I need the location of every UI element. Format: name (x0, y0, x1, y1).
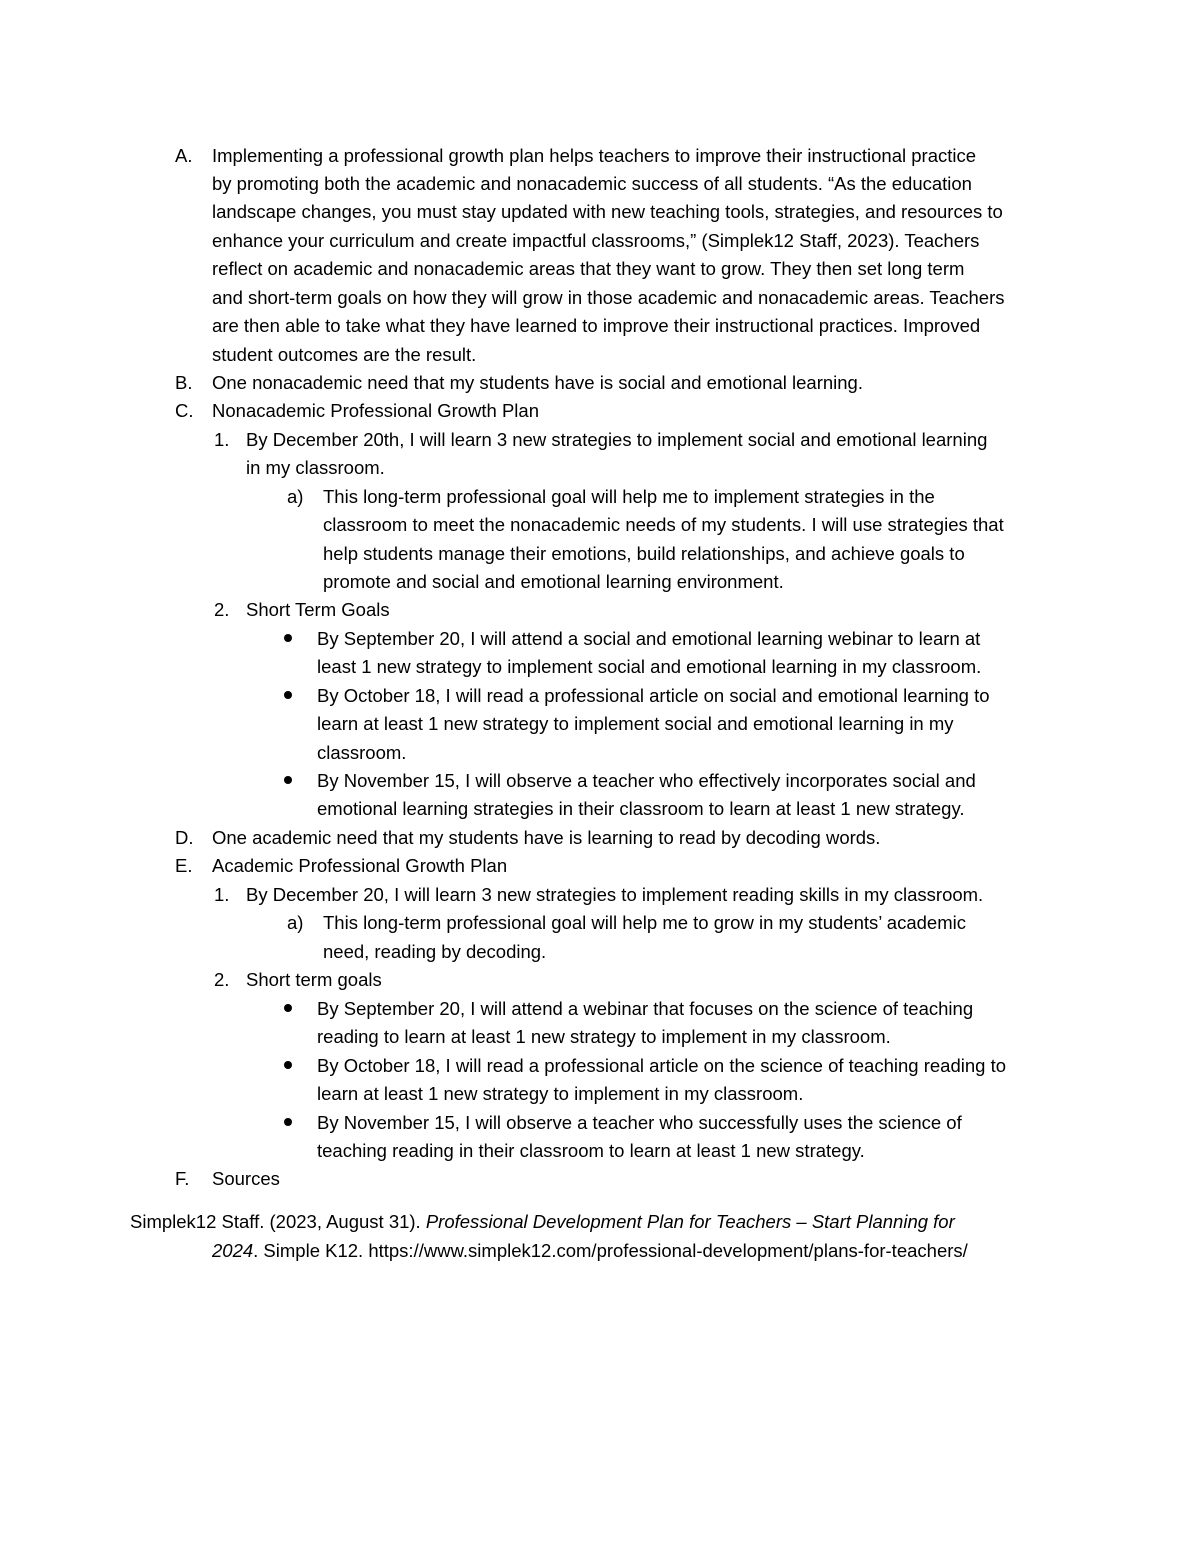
section-e-bullet3-line-1: By November 15, I will observe a teacher who successfully uses the science of (317, 1112, 962, 1133)
bullet-icon (284, 691, 292, 699)
bullet-icon (284, 634, 292, 642)
section-e-bullet1-line-2: reading to learn at least 1 new strategy to implement in my classroom. (317, 1026, 891, 1047)
section-c-item2-marker: 2. (214, 599, 230, 620)
section-c-item1-sub-line-4: promote and social and emotional learning environment. (323, 571, 784, 592)
reference-author-date: Simplek12 Staff. (2023, August 31). (130, 1211, 426, 1232)
section-b-text: One nonacademic need that my students have is social and emotional learning. (212, 372, 863, 393)
section-e-item1-sub-marker: a) (287, 912, 304, 933)
section-a-line-3: landscape changes, you must stay updated with new teaching tools, strategies, and resources to (212, 201, 1003, 222)
section-a-line-1: Implementing a professional growth plan helps teachers to improve their instructional practice (212, 145, 977, 166)
section-e-bullet2-line-1: By October 18, I will read a professional article on the science of teaching reading to (317, 1055, 1006, 1076)
section-e-item1-sub-line-2: need, reading by decoding. (323, 941, 547, 962)
section-c-bullet2-line-1: By October 18, I will read a professional article on social and emotional learning to (317, 685, 990, 706)
section-a-line-7: are then able to take what they have learned to improve their instructional practices. Improved (212, 315, 981, 336)
section-f-marker: F. (175, 1168, 190, 1189)
section-e-item1-sub-line-1: This long-term professional goal will help me to grow in my students’ academic (323, 912, 966, 933)
section-c-marker: C. (175, 400, 194, 421)
reference-title-part-1: Professional Development Plan for Teachers – Start Planning for (425, 1211, 955, 1232)
section-a-line-8: student outcomes are the result. (212, 344, 477, 365)
reference-line-1 (130, 1208, 955, 1236)
section-c-bullet3-line-1: By November 15, I will observe a teacher who effectively incorporates social and (317, 770, 976, 791)
bullet-icon (284, 1118, 292, 1126)
section-c-item1-line-1: By December 20th, I will learn 3 new strategies to implement social and emotional learning (246, 429, 988, 450)
section-c-item1-sub-line-3: help students manage their emotions, build relationships, and achieve goals to (323, 543, 965, 564)
section-c-item1-sub-line-1: This long-term professional goal will help me to implement strategies in the (323, 486, 935, 507)
section-e-item2-marker: 2. (214, 969, 230, 990)
section-f-title: Sources (212, 1168, 280, 1189)
section-a-line-2: by promoting both the academic and nonacademic success of all students. “As the education (212, 173, 972, 194)
section-c-bullet1-line-1: By September 20, I will attend a social and emotional learning webinar to learn at (317, 628, 981, 649)
section-e-bullet2-line-2: learn at least 1 new strategy to implement in my classroom. (317, 1083, 804, 1104)
section-c-item1-sub-line-2: classroom to meet the nonacademic needs of my students. I will use strategies that (323, 514, 1004, 535)
reference-title-part-2: 2024 (212, 1240, 254, 1261)
section-a-line-4: enhance your curriculum and create impactful classrooms,” (Simplek12 Staff, 2023). Teachers (212, 230, 980, 251)
section-c-bullet2-line-2: learn at least 1 new strategy to implement social and emotional learning in my (317, 713, 954, 734)
section-c-bullet3-line-2: emotional learning strategies in their classroom to learn at least 1 new strategy. (317, 798, 965, 819)
section-a-line-6: and short-term goals on how they will grow in those academic and nonacademic areas. Teachers (212, 287, 1005, 308)
reference-line-2 (212, 1237, 968, 1265)
section-a-line-5: reflect on academic and nonacademic areas that they want to grow. They then set long term (212, 258, 965, 279)
section-a-marker: A. (175, 145, 193, 166)
section-c-item1-line-2: in my classroom. (246, 457, 385, 478)
section-c-bullet2-line-3: classroom. (317, 742, 407, 763)
reference-publisher-url: . Simple K12. https://www.simplek12.com/professional-development/plans-for-teachers/ (253, 1240, 968, 1261)
bullet-icon (284, 776, 292, 784)
section-e-marker: E. (175, 855, 193, 876)
section-e-item1-marker: 1. (214, 884, 230, 905)
section-c-title: Nonacademic Professional Growth Plan (212, 400, 539, 421)
section-b-marker: B. (175, 372, 193, 393)
section-e-title: Academic Professional Growth Plan (212, 855, 508, 876)
section-e-item2-title: Short term goals (246, 969, 382, 990)
section-e-item1-text: By December 20, I will learn 3 new strategies to implement reading skills in my classroom. (246, 884, 984, 905)
section-c-item1-marker: 1. (214, 429, 230, 450)
section-e-bullet3-line-2: teaching reading in their classroom to learn at least 1 new strategy. (317, 1140, 865, 1161)
section-c-bullet1-line-2: least 1 new strategy to implement social and emotional learning in my classroom. (317, 656, 982, 677)
section-c-item2-title: Short Term Goals (246, 599, 390, 620)
section-e-bullet1-line-1: By September 20, I will attend a webinar that focuses on the science of teaching (317, 998, 974, 1019)
bullet-icon (284, 1004, 292, 1012)
section-c-item1-sub-marker: a) (287, 486, 304, 507)
section-d-text: One academic need that my students have is learning to read by decoding words. (212, 827, 881, 848)
section-d-marker: D. (175, 827, 194, 848)
bullet-icon (284, 1061, 292, 1069)
